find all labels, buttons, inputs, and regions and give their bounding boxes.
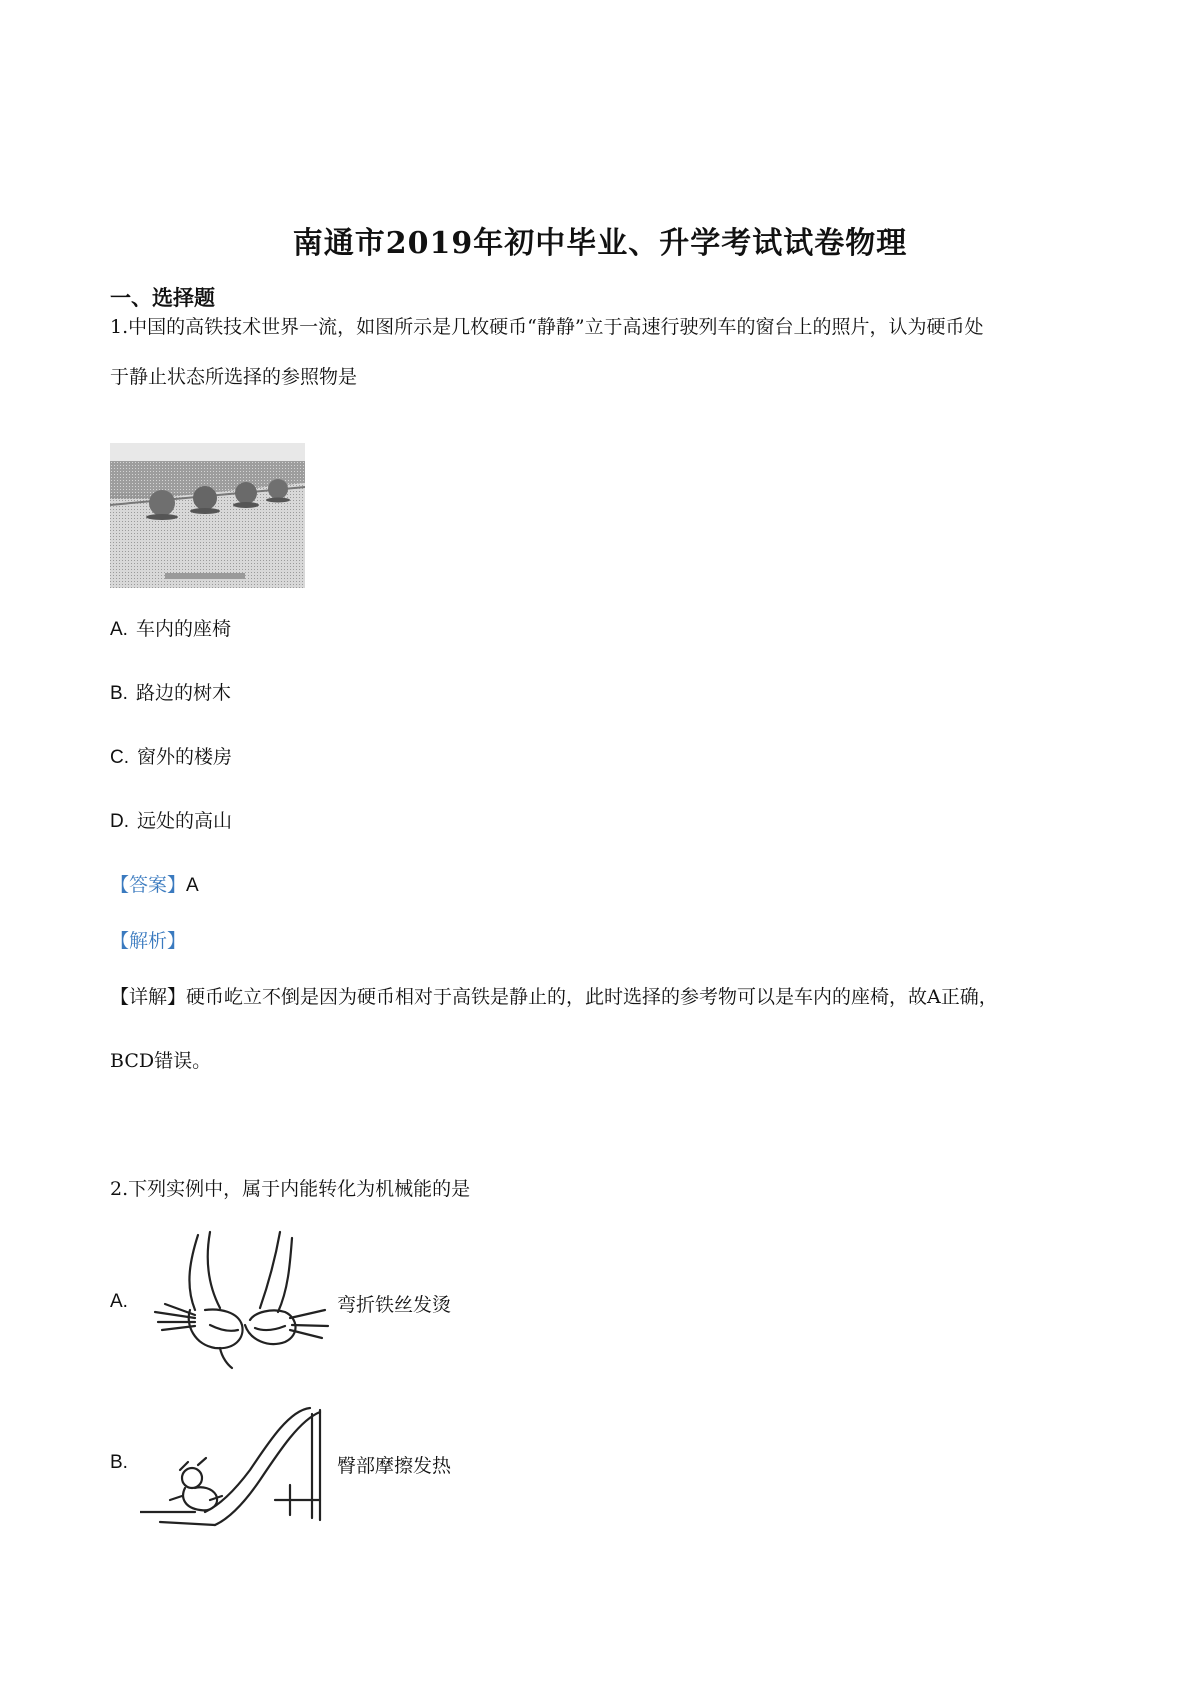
q1-analysis-label: 【解析】	[110, 930, 187, 952]
q1-option-d: D. 远处的高山	[110, 810, 233, 832]
bending-wire-illustration	[150, 1230, 330, 1375]
q1-option-a: A. 车内的座椅	[110, 618, 231, 640]
q2-option-a-text: 弯折铁丝发烫	[337, 1294, 452, 1316]
answer-value: A	[186, 875, 199, 896]
q1-detail-line2: BCD错误。	[110, 1050, 212, 1072]
page-title: 南通市2019年初中毕业、升学考试试卷物理	[292, 226, 908, 261]
q1-option-b: B. 路边的树木	[110, 682, 231, 704]
answer-label: 【答案】	[110, 874, 187, 896]
q1-stem-line2: 于静止状态所选择的参照物是	[110, 366, 358, 388]
q2-option-b-letter: B.	[110, 1452, 128, 1473]
coins-on-windowsill-photo	[110, 443, 305, 588]
q2-option-a-letter: A.	[110, 1291, 128, 1312]
slide-friction-illustration	[140, 1400, 330, 1540]
q1-detail-line1: 【详解】硬币屹立不倒是因为硬币相对于高铁是静止的，此时选择的参考物可以是车内的座椅，故A正确，	[110, 986, 998, 1008]
q1-answer	[110, 870, 199, 897]
q2-option-b-text: 臀部摩擦发热	[337, 1455, 452, 1477]
q1-stem-line1: 1.中国的高铁技术世界一流，如图所示是几枚硬币“静静”立于高速行驶列车的窗台上的照片，认为硬币处	[110, 316, 984, 338]
q1-option-c: C. 窗外的楼房	[110, 746, 233, 768]
section-heading: 一、选择题	[110, 285, 215, 310]
q2-stem: 2.下列实例中，属于内能转化为机械能的是	[110, 1178, 471, 1200]
